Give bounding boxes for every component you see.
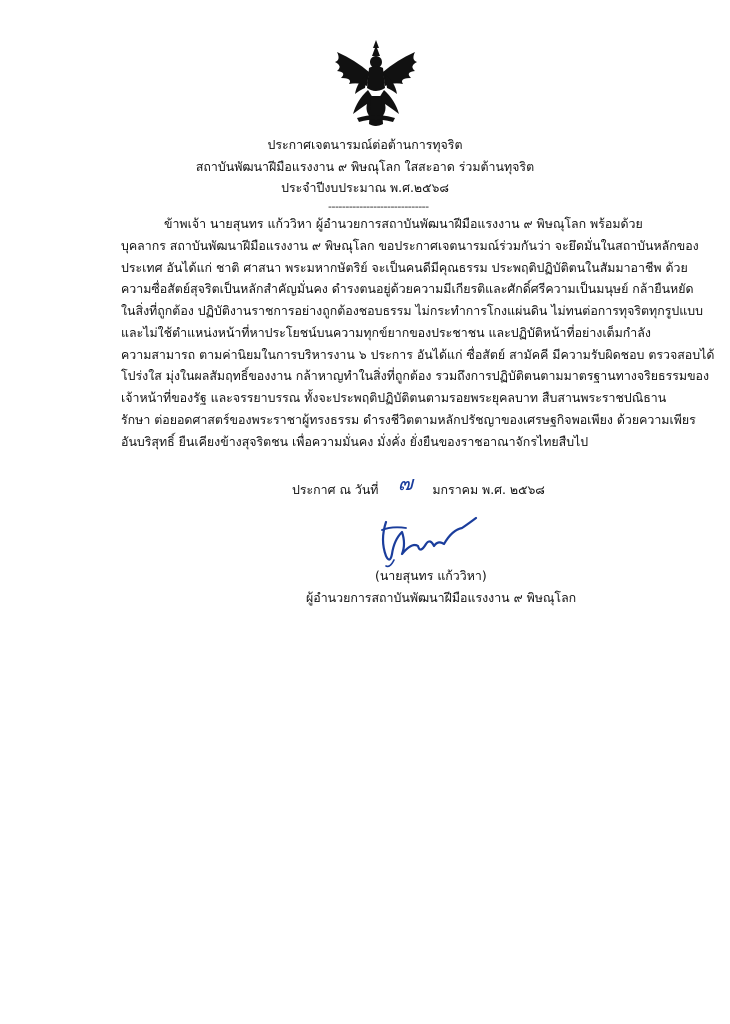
title-line: ประกาศเจตนารมณ์ต่อต้านการทุจริต: [267, 137, 463, 152]
date-day-handwritten: ๗: [397, 471, 413, 495]
body-line: ความสามารถ ตามค่านิยมในการบริหารงาน ๖ ประการ อันได้แก่ ซื่อสัตย์ สามัคคี มีความรับผิดชอบ ตรวจสอบได้: [121, 346, 715, 362]
body-line: รักษา ต่อยอดศาสตร์ของพระราชาผู้ทรงธรรม ดำรงชีวิตตามหลักปรัชญาของเศรษฐกิจพอเพียง ด้วยความเพียร: [121, 411, 696, 427]
title-line: ประจำปีงบประมาณ พ.ศ.๒๕๖๘: [281, 180, 449, 195]
signature-icon: [372, 510, 482, 570]
body-line: ความซื่อสัตย์สุจริตเป็นหลักสำคัญมั่นคง ดำรงตนอยู่ด้วยความมีเกียรติและศักดิ์ศรีความเป็นมนุษย์ กล้ายืนหยัด: [121, 281, 694, 297]
date-suffix: มกราคม พ.ศ. ๒๕๖๘: [432, 482, 545, 497]
body-line: และไม่ใช้ตำแหน่งหน้าที่หาประโยชน์บนความทุกข์ยากของประชาชน และปฏิบัติหน้าที่อย่างเต็มกำลัง: [121, 324, 651, 340]
announcement-date: [292, 471, 545, 503]
body-line: เจ้าหน้าที่ของรัฐ และจรรยาบรรณ ทั้งจะประพฤติปฏิบัติตนตามรอยพระยุคลบาท สืบสานพระราชปณิธาน: [121, 390, 667, 405]
body-line: ข้าพเจ้า นายสุนทร แก้ววิหา ผู้อำนวยการสถาบันพัฒนาฝีมือแรงงาน ๙ พิษณุโลก พร้อมด้วย: [164, 216, 643, 231]
title-line: สถาบันพัฒนาฝีมือแรงงาน ๙ พิษณุโลก ใสสะอาด ร่วมต้านทุจริต: [195, 158, 535, 174]
signer-name: (นายสุนทร แก้ววิหา): [375, 568, 487, 583]
body-line: โปร่งใส มุ่งในผลสัมฤทธิ์ของงาน กล้าหาญทำในสิ่งที่ถูกต้อง รวมถึงการปฏิบัติตนตามมาตรฐานทางจริยธรรมของ: [121, 368, 710, 384]
body-line: ในสิ่งที่ถูกต้อง ปฏิบัติงานราชการอย่างถูกต้องชอบธรรม ไม่กระทำการโกงแผ่นดิน ไม่ทนต่อการทุจริตทุกรูปแบบ: [121, 303, 703, 318]
body-line: บุคลากร สถาบันพัฒนาฝีมือแรงงาน ๙ พิษณุโลก ขอประกาศเจตนารมณ์ร่วมกันว่า จะยึดมั่นในสถาบันหลักของ: [121, 237, 699, 253]
announcement-title: [0, 134, 730, 199]
body-line: ประเทศ อันได้แก่ ชาติ ศาสนา พระมหากษัตริย์ จะเป็นคนดีมีคุณธรรม ประพฤติปฏิบัติตนในสัมมาอาชีพ ด้วย: [121, 259, 688, 275]
announcement-body: [121, 213, 715, 452]
date-prefix: ประกาศ ณ วันที่: [292, 482, 379, 497]
garuda-emblem-icon: [327, 38, 425, 128]
body-line: อันบริสุทธิ์ ยืนเคียงข้างสุจริตชน เพื่อความมั่นคง มั่งคั่ง ยั่งยืนของราชอาณาจักรไทยสืบไป: [121, 433, 589, 449]
title-divider: -----------------------------: [328, 200, 429, 213]
signer-position: ผู้อำนวยการสถาบันพัฒนาฝีมือแรงงาน ๙ พิษณุโลก: [306, 590, 577, 605]
